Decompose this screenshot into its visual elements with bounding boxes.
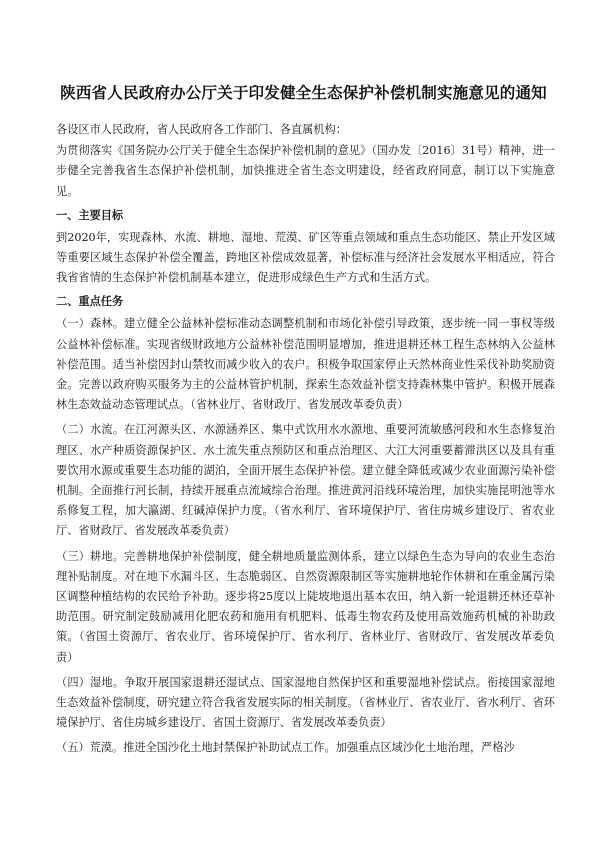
document-title: 陕西省人民政府办公厅关于印发健全生态保护补偿机制实施意见的通知 <box>60 84 547 102</box>
task-item-forest: （一）森林。建立健全公益林补偿标准动态调整机制和市场化补偿引导政策，逐步统一同一事权等级公益林补偿标准。实现省级财政地方公益林补偿范围明显增加，推进退耕还林工程生态林纳入公益林补偿范围。适当补偿因封山禁牧而减少收入的农户。积极争取国家停止天然林商业性采伐补助奖励资金。完善以政府购买服务为主的公益林管护机制，探索生态效益补偿支持森林集中管护。积极开展森林生态效益动态管理试点。（省林业厅、省财政厅、省发展改革委负责） <box>56 317 555 412</box>
salutation: 各设区市人民政府，省人民政府各工作部门、各直属机构： <box>56 123 347 136</box>
title-container <box>32 78 575 108</box>
intro-paragraph: 为贯彻落实《国务院办公厅关于健全生态保护补偿机制的意见》（国办发〔2016〕31号）精神，进一步健全完善我省生态保护补偿机制，加快推进全省生态文明建设，经省政府同意，制订以下实施意见。 <box>56 144 555 198</box>
task-item-farmland: （三）耕地。完善耕地保护补偿制度，健全耕地质量监测体系，建立以绿色生态为导向的农业生态治理补贴制度。对在地下水漏斗区、生态脆弱区、自然资源限制区等实施耕地轮作休耕和在重金属污染区调整种植结构的农民给予补助。逐步将25度以上陡坡地退出基本农田，纳入新一轮退耕还林还草补助范围。研究制定鼓励减用化肥农药和施用有机肥料、低毒生物农药及使用高效施药机械的补助政策。（省国土资源厅、省农业厅、省环境保护厅、省水利厅、省林业厅、省财政厅、省发展改革委负责） <box>56 549 555 664</box>
section-goals-text: 到2020年，实现森林、水流、耕地、湿地、荒漠、矿区等重点领域和重点生态功能区、禁止开发区域等重要区域生态保护补偿全覆盖，跨地区补偿成效显著，补偿标准与经济社会发展水平相适应，符合我省省情的生态保护补偿机制基本建立，促进形成绿色生产方式和生活方式。 <box>56 230 555 285</box>
section-heading-tasks: 二、重点任务 <box>56 295 124 309</box>
task-item-wetland: （四）湿地。争取开展国家退耕还湿试点、国家湿地自然保护区和重要湿地补偿试点。衔接国家湿地生态效益补偿制度，研究建立符合我省发展实际的相关制度。（省林业厅、省农业厅、省水利厅、省环境保护厅、省住房城乡建设厅、省国土资源厅、省发展改革委负责） <box>56 675 555 730</box>
task-item-desert: （五）荒漠。推进全国沙化土地封禁保护补助试点工作。加强重点区域沙化土地治理，严格沙 <box>56 741 515 755</box>
task-item-water: （二）水流。在江河源头区、水源涵养区、集中式饮用水水源地、重要河流敏感河段和水生态修复治理区、水产种质资源保护区、水土流失重点预防区和重点治理区、大江大河重要蓄滞洪区以及具有重要饮用水源或重要生态功能的湖泊，全面开展生态保护补偿。建立健全降低或减少农业面源污染补偿机制。全面推行河长制，持续开展重点流域综合治理。推进黄河沿线环境治理，加快实施昆明池等水系修复工程，加大瀛湖、红碱淖保护力度。（省水利厅、省环境保护厅、省住房城乡建设厅、省农业厅、省财政厅、省发展改革委负责） <box>56 423 555 538</box>
section-heading-goals: 一、主要目标 <box>56 208 124 222</box>
